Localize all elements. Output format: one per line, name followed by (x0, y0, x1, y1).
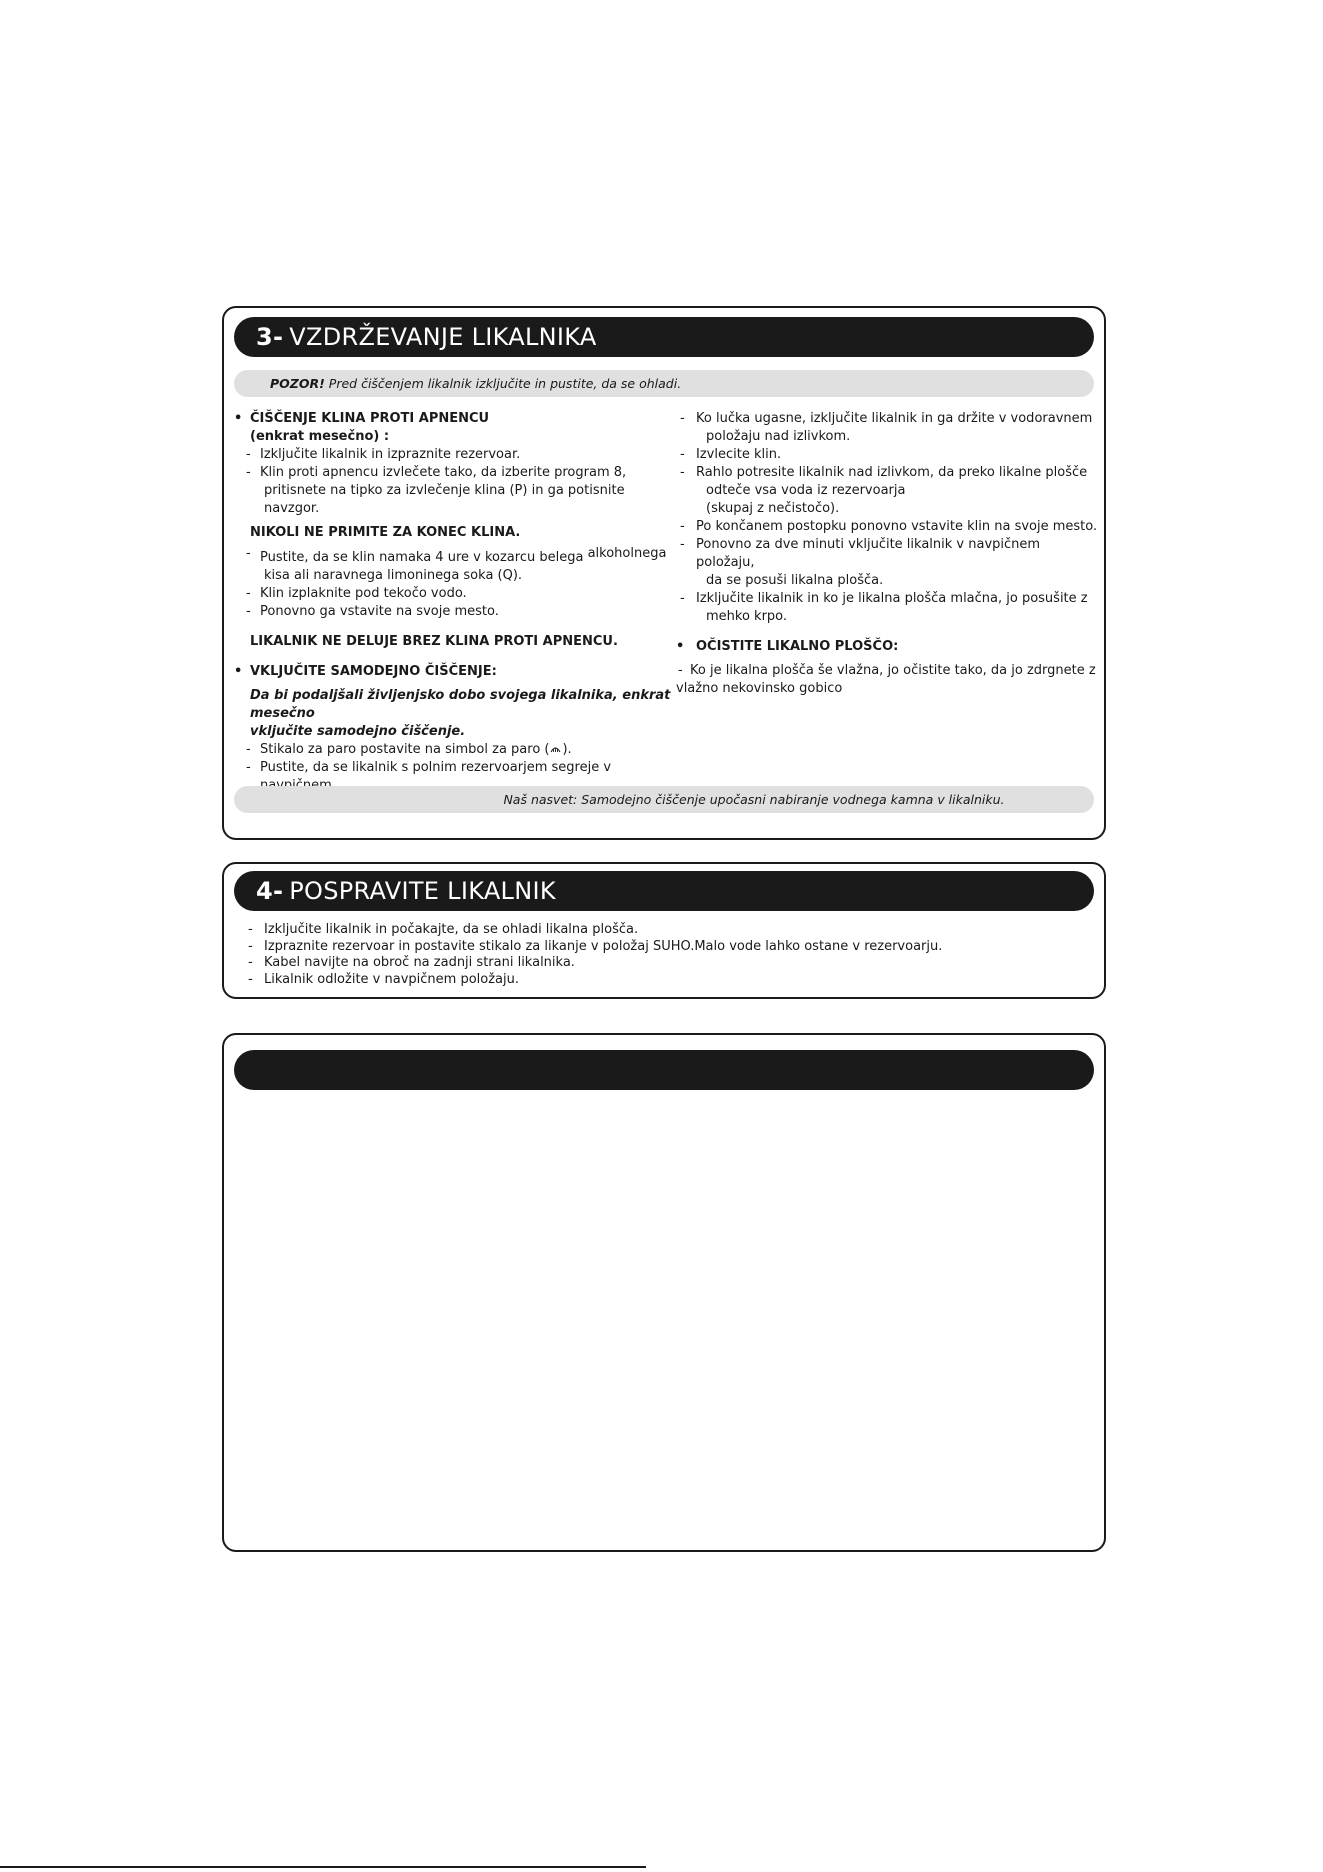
empty-panel (222, 1033, 1106, 1552)
list-item-cont: da se posuši likalna plošča. (706, 573, 884, 588)
warning-text: Pred čiščenjem likalnik izključite in pustite, da se ohladi. (328, 376, 682, 391)
list-item: - Pustite, da se klin namaka 4 ure v kozarcu belega $^{alkoholnega}$ (246, 546, 667, 565)
list-item-cont: kisa ali naravnega limoninega soka (Q). (264, 568, 523, 583)
bottom-rule (0, 1866, 646, 1868)
list-item: - Pustite, da se likalnik s polnim rezervoarjem segreje v (246, 760, 612, 775)
list-item: - Kabel navijte na obroč na zadnji strani likalnika. (248, 955, 575, 970)
list-item-cont: (skupaj z nečistočo). (706, 501, 840, 516)
list-item: - Izključite likalnik in počakajte, da se ohladi likalna plošča. (248, 922, 639, 937)
list-item: - Izključite likalnik in izpraznite rezervoar. (246, 447, 521, 462)
maintenance-panel (222, 306, 1106, 840)
list-item: - Izključite likalnik in ko je likalna plošča mlačna, jo posušite z (680, 591, 1088, 606)
empty-header-bar (234, 1050, 1094, 1090)
steam-symbol-icon (549, 742, 562, 755)
section-3-number: 3- (256, 323, 284, 351)
list-item-cont: odteče vsa voda iz rezervoarja (706, 483, 906, 498)
section-4-title: POSPRAVITE LIKALNIK (289, 877, 556, 905)
not-working-warning: LIKALNIK NE DELUJE BREZ KLINA PROTI APNENCU. (250, 634, 618, 649)
storage-list (244, 922, 942, 988)
tip-text: Naš nasvet: Samodejno čiščenje upočasni nabiranje vodnega kamna v likalniku. (503, 792, 1005, 807)
warning-label: POZOR! (270, 376, 325, 391)
list-item: - Izpraznite rezervoar in postavite stikalo za likanje v položaj SUHO.Malo vode lahko ostane v rezervoarju. (248, 938, 943, 954)
list-item: - Stikalo za paro postavite na simbol za paro ( ). (246, 742, 572, 757)
list-item-cont: mehko krpo. (706, 609, 788, 624)
clean-soleplate-heading: • OČISTITE LIKALNO PLOŠČO: (676, 638, 1098, 656)
list-item: - Klin izplaknite pod tekočo vodo. (246, 586, 467, 601)
list-item-cont: pritisnete na tipko za izvlečenje klina (P) in ga potisnite (264, 483, 625, 498)
list-item: - Ponovno ga vstavite na svoje mesto. (246, 604, 499, 619)
tip-bar (234, 786, 1094, 813)
list-item: - Likalnik odložite v navpičnem položaju. (248, 971, 519, 987)
descaling-frequency: (enkrat mesečno) : (250, 429, 390, 444)
left-column (234, 410, 674, 813)
list-item: - Ko je likalna plošča še vlažna, jo očistite tako, da jo zdrgnete z (678, 663, 1096, 678)
list-item: - Izvlecite klin. (680, 447, 782, 462)
self-clean-intro: vključite samodejno čiščenje. (250, 724, 466, 739)
self-clean-intro: Da bi podaljšali življenjsko dobo svojega likalnika, enkrat mesečno (250, 688, 671, 721)
list-item: - Klin proti apnencu izvlečete tako, da izberite program 8, (246, 465, 627, 480)
self-clean-heading: • VKLJUČITE SAMODEJNO ČIŠČENJE: (234, 663, 674, 681)
storage-panel (222, 862, 1106, 999)
list-item: - Ko lučka ugasne, izključite likalnik in ga držite v vodoravnem (680, 411, 1093, 426)
list-item-cont: položaju nad izlivkom. (706, 429, 851, 444)
list-item-cont: navzgor. (264, 501, 320, 516)
list-item: - Po končanem postopku ponovno vstavite klin na svoje mesto. (680, 519, 1098, 534)
descaling-heading: • ČIŠČENJE KLINA PROTI APNENCU (234, 410, 674, 428)
right-column (676, 410, 1098, 698)
warning-bar (234, 370, 1094, 397)
section-4-header (234, 871, 1094, 911)
never-warning: NIKOLI NE PRIMITE ZA KONEC KLINA. (250, 525, 521, 540)
section-4-number: 4- (256, 877, 284, 905)
list-item: - Ponovno za dve minuti vključite likalnik v navpičnem položaju, (680, 537, 1041, 570)
section-3-header (234, 317, 1094, 357)
list-item-cont: vlažno nekovinsko gobico (676, 681, 843, 696)
list-item: - Rahlo potresite likalnik nad izlivkom, da preko likalne plošče (680, 465, 1088, 480)
section-3-title: VZDRŽEVANJE LIKALNIKA (289, 323, 597, 351)
